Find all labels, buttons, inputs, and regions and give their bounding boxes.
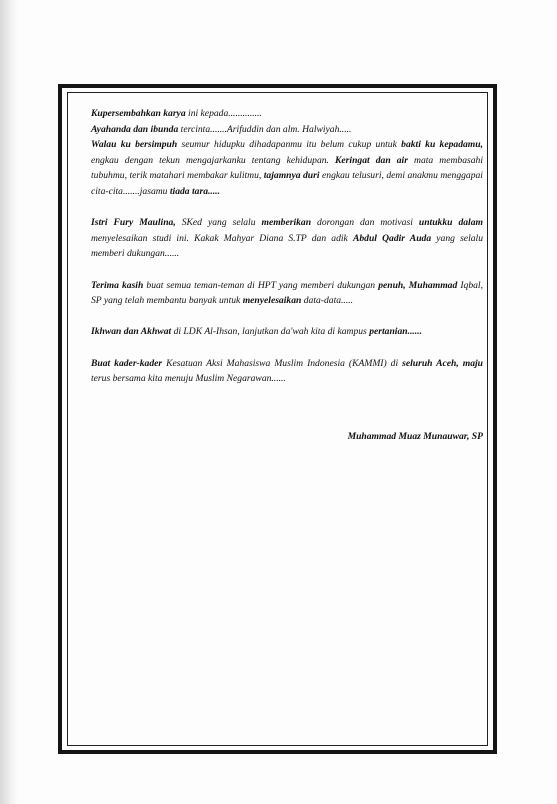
text-run: terus bersama kita menuju Muslim Negarawan...... — [91, 373, 286, 385]
bold-text-run: Kupersembahkan karya — [91, 108, 186, 119]
text-run: di LDK Al-Ihsan, lanjutkan da'wah kita di kampus — [171, 326, 370, 338]
bold-text-run: Walau ku bersimpuh — [91, 139, 178, 151]
dedication-paragraph — [91, 215, 483, 262]
text-run: ini kepada.............. — [185, 108, 262, 119]
bold-text-run: Ayahanda dan ibunda — [91, 123, 179, 135]
dedication-paragraph — [91, 324, 483, 340]
text-run: data-data..... — [301, 295, 354, 307]
text-run: engkau dengan tekun mengajarkanku tentang kehidupan. — [91, 154, 336, 166]
bold-text-run: Buat kader-kader — [91, 357, 163, 369]
dedication-text — [91, 106, 483, 402]
bold-text-run: Abdul Qadir Auda — [352, 232, 432, 244]
text-run: Iqbal, SP yang telah membantu banyak untuk — [91, 279, 483, 307]
bold-text-run: pertanian...... — [369, 326, 422, 338]
text-run: menyelesaikan studi ini. Kakak Mahyar Diana S.TP dan adik — [91, 232, 353, 244]
bold-text-run: Terima kasih — [91, 279, 144, 291]
bold-text-run: memberikan — [261, 217, 312, 229]
bold-text-run: tajamnya duri — [263, 170, 320, 182]
dedication-line — [91, 122, 483, 138]
bold-text-run: seluruh Aceh, maju — [402, 357, 483, 369]
scan-edge-shadow — [0, 0, 18, 804]
dedication-line — [91, 324, 483, 340]
bold-text-run: penuh, Muhammad — [378, 279, 458, 291]
author-signature: Muhammad Muaz Munauwar, SP — [347, 431, 483, 442]
text-run: dorongan dan motivasi — [311, 217, 419, 229]
dedication-line — [91, 137, 483, 199]
dedication-line — [91, 356, 483, 387]
dedication-paragraph — [91, 356, 483, 387]
text-run: engkau telusuri, demi anakmu menggapai cita-cita.......jasamu — [91, 170, 483, 197]
text-run: SKed yang selalu — [175, 217, 262, 229]
text-run: buat semua teman-teman di HPT yang memberi dukungan — [143, 279, 379, 291]
text-run: seumur hidupku dihadapanmu itu belum cukup untuk — [177, 139, 402, 151]
text-run: tercinta.......Arifuddin dan alm. Halwiyah..... — [178, 123, 352, 135]
dedication-line — [91, 106, 483, 122]
bold-text-run: tiada tara..... — [169, 185, 220, 197]
dedication-line — [91, 215, 483, 262]
text-run: Kesatuan Aksi Mahasiswa Muslim Indonesia (KAMMI) di — [162, 357, 403, 369]
dedication-paragraph — [91, 106, 483, 200]
bold-text-run: Ikhwan dan Akhwat — [91, 326, 172, 338]
dedication-line — [91, 278, 483, 309]
text-run: mata membasahi tubuhmu, terik matahari membakar kulitmu, — [91, 154, 483, 182]
dedication-paragraph — [91, 278, 483, 309]
bold-text-run: menyelesaikan — [242, 295, 302, 307]
bold-text-run: untukku dalam — [418, 217, 483, 229]
bold-text-run: Istri Fury Maulina, — [91, 217, 176, 229]
bold-text-run: bakti ku kepadamu, — [401, 139, 484, 151]
text-run: yang selalu memberi dukungan...... — [91, 232, 483, 260]
bold-text-run: Keringat dan air — [335, 154, 408, 166]
